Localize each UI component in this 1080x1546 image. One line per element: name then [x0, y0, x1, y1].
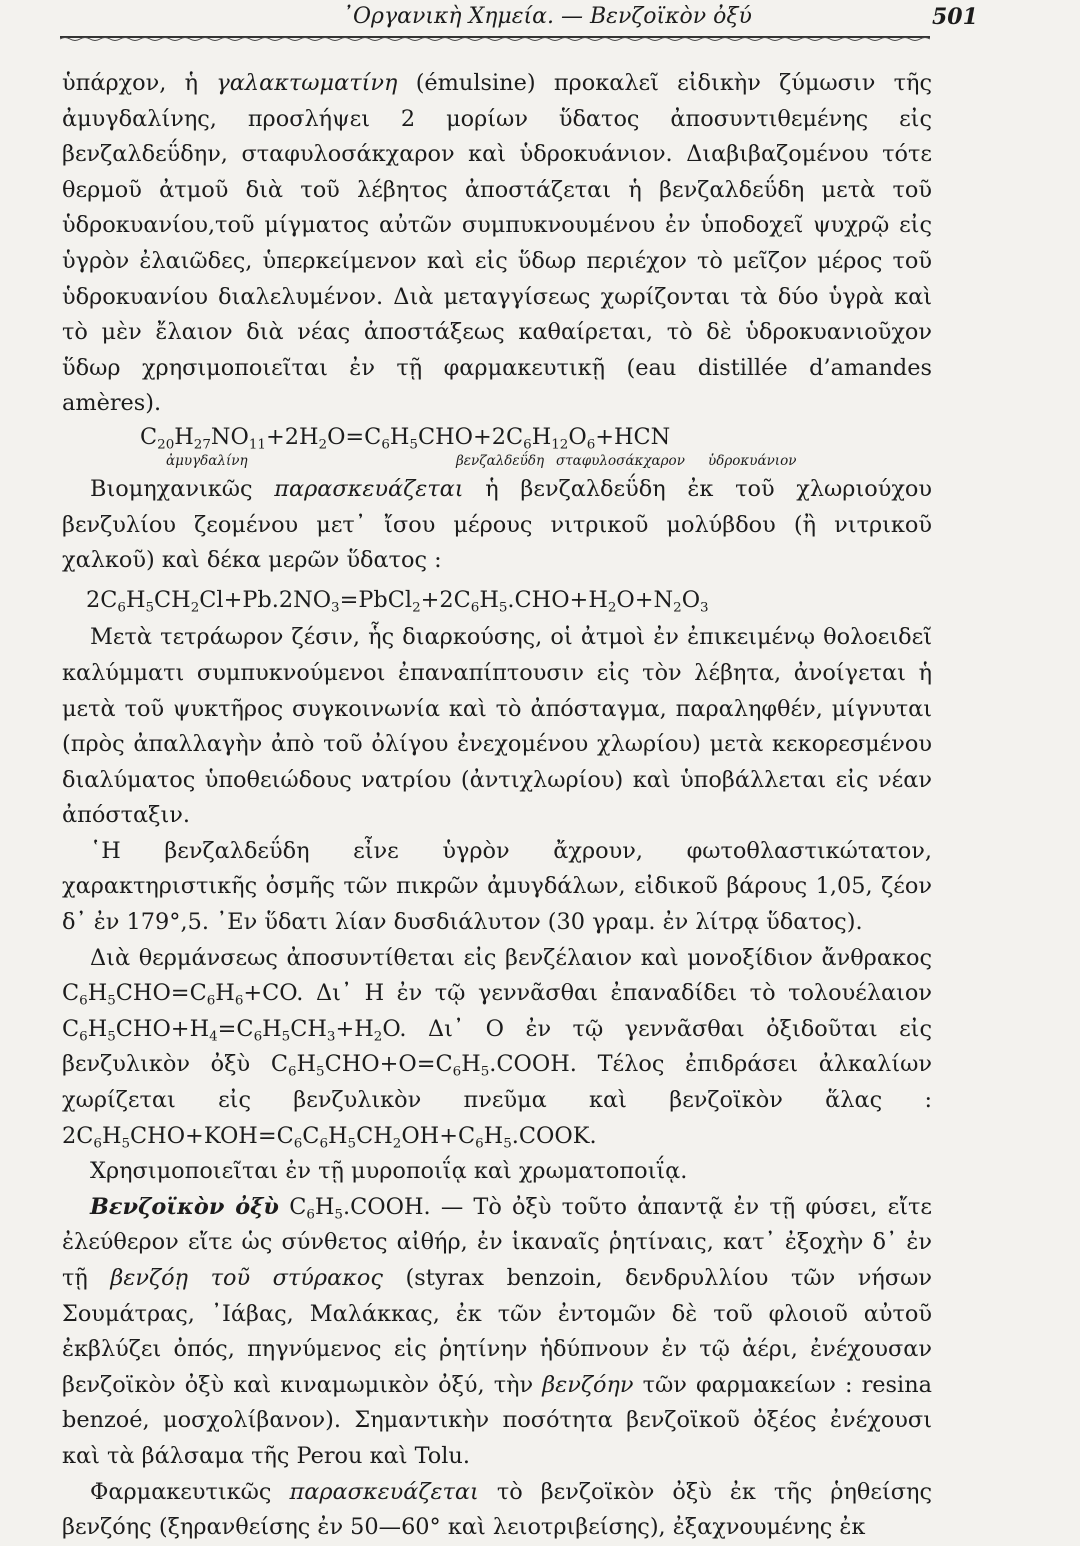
label-hcn: ὑδροκυάνιον	[708, 452, 797, 469]
paragraph-pharmaceutical: Φαρμακευτικῶς παρασκευάζεται τὸ βενζοϊκὸν ὀξὺ ἐκ τῆς ῥηθείσης βενζόης (ξηρανθείσης ἐν 50—60° καὶ λειοτριβείσης), ἐξαχνουμένης ἐκ	[62, 1478, 932, 1541]
paragraph-benzoic-acid: Βενζοϊκὸν ὀξὺ $C_6H_5.COOH$. — Τὸ ὀξὺ τοῦτο ἀπαντᾷ ἐν τῇ φύσει, εἴτε ἐλεύθερον εἴτε ὡς σύνθετος αἰθήρ, ἐν ἱκαναῖς ῥητίναις, κατ᾿ ἐξοχὴν δ᾿ ἐν τῇ βενζόῃ τοῦ στύρακος (styrax benzoin, δενδρυλλίου τῶν νήσων Σουμάτρας, ᾿Ιάβας, Μαλάκκας, ἐκ τῶν ἐντομῶν δὲ τοῦ φλοιοῦ αὐτοῦ ἐκβλύζει ὀπός, πηγνύμενος εἰς ῥητίνην ἡδύπνουν ἐν τῷ ἀέρι, ἐνέχουσαν βενζοϊκὸν ὀξὺ καὶ κιναμωμικὸν ὀξύ, τὴν βενζόην τῶν φαρμακείων : resina benzoé, μοσχολίβανον). Σημαντικὴν ποσότητα βενζοϊκοῦ ὀξέος ἐνέχουσι καὶ τὰ βάλσαμα τῆς Perou καὶ Tolu.	[62, 1193, 932, 1469]
header-rule-ornament	[60, 36, 930, 42]
label-amygdalin: ἀμυγδαλίνη	[166, 452, 248, 469]
formula-labels	[62, 450, 932, 472]
label-benzaldehyde: βενζαλδεΰδη	[456, 452, 545, 469]
page-number: 501	[932, 4, 978, 30]
running-title: ᾿Οργανικὴ Χημεία. — Βενζοϊκὸν ὀξύ	[342, 4, 752, 29]
paragraph-uses: Χρησιμοποιεῖται ἐν τῇ μυροποιΐᾳ καὶ χρωματοποιΐᾳ.	[90, 1158, 688, 1185]
paragraph-emulsin: ὑπάρχον, ἡ γαλακτωματίνη (émulsine) προκαλεῖ εἰδικὴν ζύμωσιν τῆς ἀμυγδαλίνης, προσλήψει 2 μορίων ὕδατος ἀποσυντιθεμένης εἰς βενζαλδεΰδην, σταφυλοσάκχαρον καὶ ὑδροκυάνιον. Διαβιβαζομένου τότε θερμοῦ ἀτμοῦ διὰ τοῦ λέβητος ἀποστάζεται ἡ βενζαλδεΰδη μετὰ τοῦ ὑδροκυανίου,τοῦ μίγματος αὐτῶν συμπυκνουμένου ἐν ὑποδοχεῖ ψυχρῷ εἰς ὑγρὸν ἐλαιῶδες, ὑπερκείμενον καὶ εἰς ὕδωρ περιέχον τὸ μεῖζον μέρος τοῦ ὑδροκυανίου διαλελυμένον. Διὰ μεταγγίσεως χωρίζονται τὰ δύο ὑγρὰ καὶ τὸ μὲν ἔλαιον διὰ νέας ἀποστάξεως καθαίρεται, τὸ δὲ ὑδροκυανιοῦχον ὕδωρ χρησιμοποιεῖται ἐν τῇ φαρμακευτικῇ (eau distillée d’amandes amères).	[62, 70, 932, 417]
formula-amygdalin-hydrolysis: $C_{20}H_{27}NO_{11}+2H_2O=C_6H_5CHO+2C_6H_{12}O_6+HCN$	[140, 423, 671, 453]
section-title-benzoic-acid: Βενζοϊκὸν ὀξὺ	[90, 1193, 279, 1220]
term-galaktomatine: γαλακτωματίνη	[216, 70, 398, 96]
paragraph-reactions: Διὰ θερμάνσεως ἀποσυντίθεται εἰς βενζέλαιον καὶ μονοξίδιον ἄνθρακος $C_6H_5CHO=C_6H_6+CO$. Δι᾿ H ἐν τῷ γεννᾶσθαι ἐπαναδίδει τὸ τολουέλαιον $C_6H_5CHO+H_4=C_6H_5CH_3+H_2O$. Δι᾿ O ἐν τῷ γεννᾶσθαι ὀξιδοῦται εἰς βενζυλικὸν ὀξὺ $C_6H_5CHO+O=C_6H_5.COOH$. Τέλος ἐπιδράσει ἀλκαλίων χωρίζεται εἰς βενζυλικὸν πνεῦμα καὶ βενζοϊκὸν ἅλας : $2C_6H_5CHO+KOH=C_6C_6H_5CH_2OH+C_6H_5.COOK$.	[62, 944, 933, 1152]
page-header	[60, 2, 978, 38]
page-body	[62, 66, 932, 1546]
paragraph-distillation: Μετὰ τετράωρον ζέσιν, ἧς διαρκούσης, οἱ ἀτμοὶ ἐν ἐπικειμένῳ θολοειδεῖ καλύμματι συμπυκνούμενοι ἐπαναπίπτουσιν εἰς τὸν λέβητα, ἀνοίγεται ἡ μετὰ τοῦ ψυκτῆρος συγκοινωνία καὶ τὸ ἀπόσταγμα, παραληφθέν, μίγνυται (πρὸς ἀπαλλαγὴν ἀπὸ τοῦ ὀλίγου ἐνεχομένου χλωρίου) μετὰ κεκορεσμένου διαλύματος ὑποθειώδους νατρίου (ἀντιχλωρίου) καὶ ὑποβάλλεται εἰς νέαν ἀπόσταξιν.	[62, 624, 932, 829]
paragraph-properties: ῾Η βενζαλδεΰδη εἶνε ὑγρὸν ἄχρουν, φωτοθλαστικώτατον, χαρακτηριστικῆς ὀσμῆς τῶν πικρῶν ἀμυγδάλων, εἰδικοῦ βάρους 1,05, ζέον δ᾿ ἐν 179°,5. ᾿Εν ὕδατι λίαν δυσδιάλυτον (30 γραμ. ἐν λίτρᾳ ὕδατος).	[62, 837, 932, 936]
paragraph-industrial: Βιομηχανικῶς παρασκευάζεται ἡ βενζαλδεΰδη ἐκ τοῦ χλωριούχου βενζυλίου ζεομένου μετ᾿ ἴσου μέρους νιτρικοῦ μολύβδου (ἢ νιτρικοῦ χαλκοῦ) καὶ δέκα μερῶν ὕδατος :	[62, 475, 932, 574]
equation-amygdalin	[62, 422, 932, 472]
formula-benzyl-chloride: $2C_6H_5CH_2Cl+Pb.2NO_3=PbCl_2+2C_6H_5.CHO+H_2O+N_2O_3$	[86, 586, 709, 616]
label-glucose: σταφυλοσάκχαρον	[556, 452, 685, 469]
